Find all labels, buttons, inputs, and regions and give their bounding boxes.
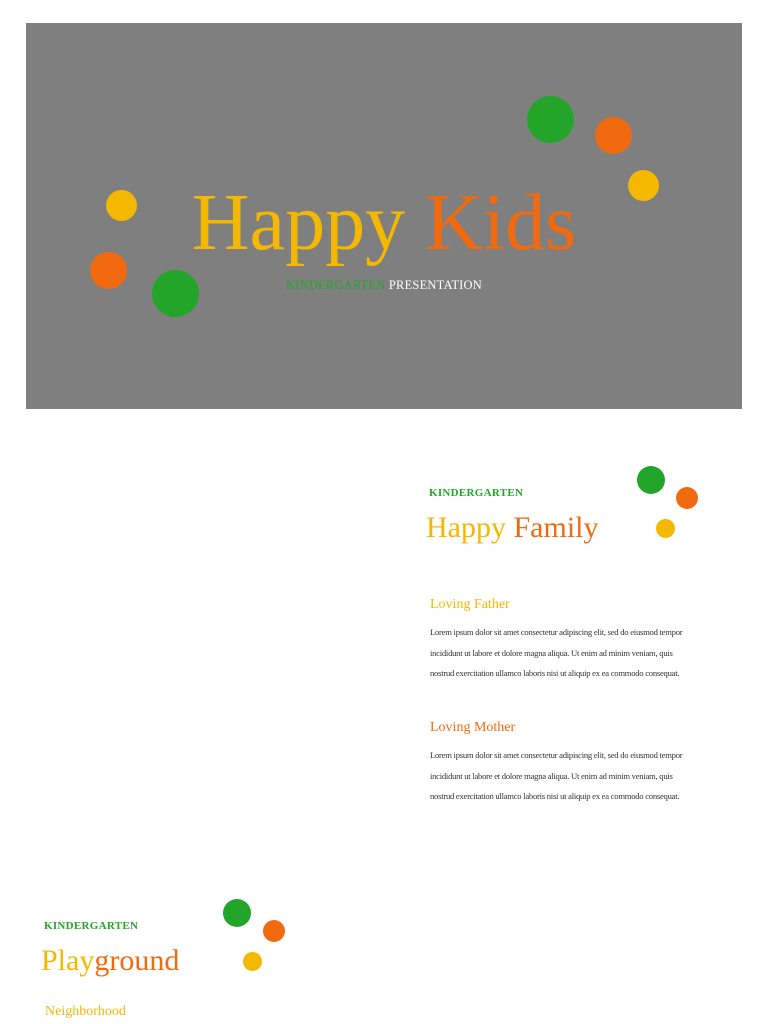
decor-dot-orange (595, 117, 632, 154)
heading-loving-father: Loving Father (430, 597, 510, 612)
decor-dot-orange (263, 920, 285, 942)
decor-dot-yellow (656, 519, 675, 538)
paragraph-line: nostrud exercitation ullamco laboris nisi ut aliquip ex ea commodo consequat. (430, 668, 680, 678)
decor-dot-yellow (243, 952, 262, 971)
heading-loving-mother: Loving Mother (430, 720, 516, 735)
title-word-play: Play (41, 944, 95, 977)
paragraph-loving-father (430, 622, 720, 684)
presentation-title (0, 175, 768, 271)
title-word-ground: ground (94, 944, 180, 977)
title-word-happy: Happy (426, 511, 506, 544)
presentation-subtitle (0, 277, 768, 293)
paragraph-line: Lorem ipsum dolor sit amet consectetur adipiscing elit, sed do eiusmod tempor (430, 627, 683, 637)
title-word-family: Family (513, 511, 599, 544)
section-title (426, 508, 599, 548)
paragraph-line: Lorem ipsum dolor sit amet consectetur adipiscing elit, sed do eiusmod tempor (430, 750, 683, 760)
subtitle-kindergarten: KINDERGARTEN (286, 278, 386, 292)
section-label: KINDERGARTEN (44, 920, 139, 932)
paragraph-line: incididunt ut labore et dolore magna aliqua. Ut enim ad minim veniam, quis (430, 647, 673, 658)
paragraph-line: incididunt ut labore et dolore magna aliqua. Ut enim ad minim veniam, quis (430, 770, 673, 781)
decor-dot-green (637, 466, 665, 494)
decor-dot-green (527, 96, 574, 143)
decor-dot-orange (676, 487, 698, 509)
paragraph-line: nostrud exercitation ullamco laboris nisi ut aliquip ex ea commodo consequat. (430, 791, 680, 801)
section-subtitle: Neighborhood (45, 1004, 126, 1019)
section-title (41, 941, 179, 981)
section-label: KINDERGARTEN (429, 487, 524, 499)
subtitle-presentation: PRESENTATION (388, 278, 482, 292)
paragraph-loving-mother (430, 745, 720, 807)
decor-dot-green (223, 899, 251, 927)
title-word-happy: Happy (191, 179, 406, 267)
title-word-kids: Kids (425, 179, 577, 267)
